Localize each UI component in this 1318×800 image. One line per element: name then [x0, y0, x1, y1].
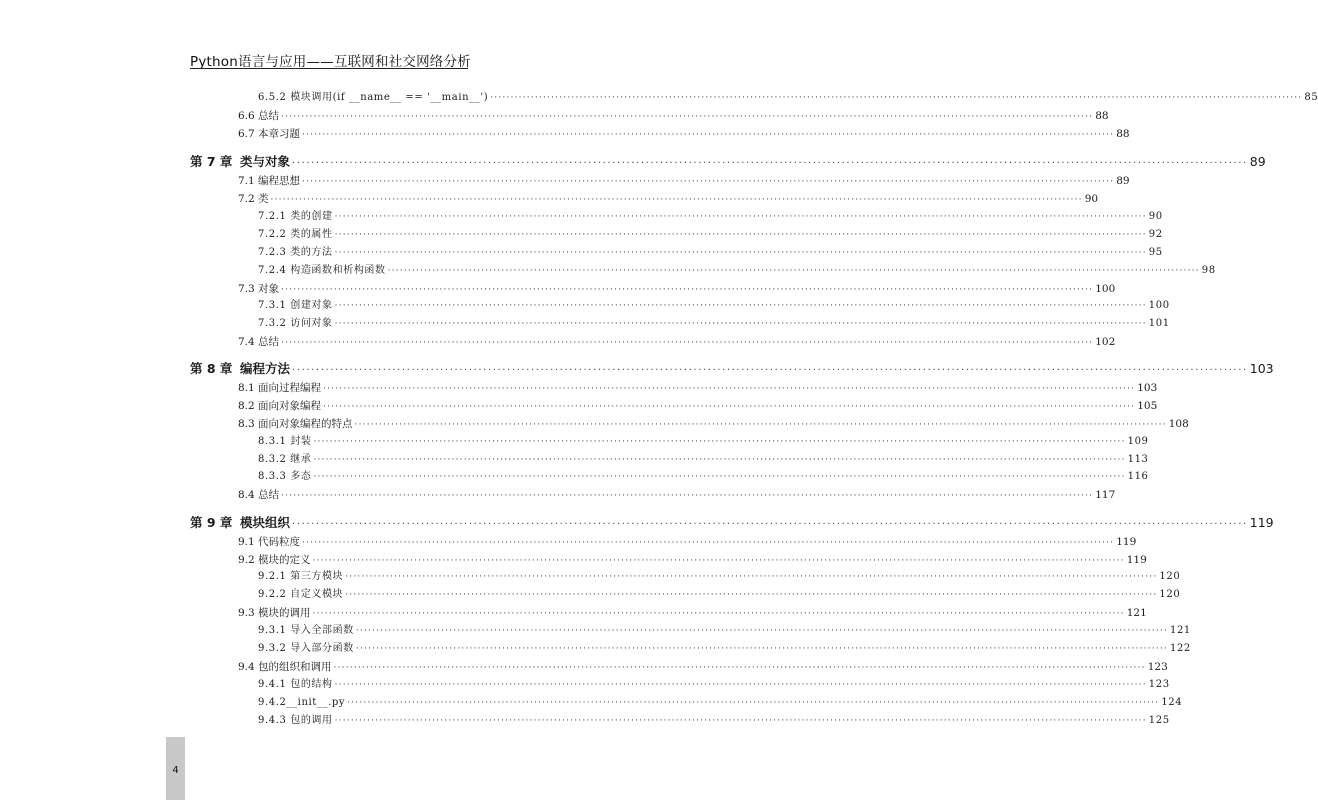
- toc-subsection-title: 9.4.2__init__.py: [258, 697, 346, 708]
- toc-dot-leader: ········································································································································································································: [313, 455, 1126, 465]
- toc-page-number: 123: [1148, 679, 1170, 690]
- toc-subsection-title: 7.2.4 构造函数和析构函数: [258, 265, 386, 276]
- running-header-title: Python语言与应用——互联网和社交网络分析: [190, 54, 471, 70]
- toc-page-number: 105: [1137, 400, 1158, 412]
- toc-dot-leader: ········································································································································································································: [281, 338, 1094, 348]
- toc-subsection-title: 9.3.1 导入全部函数: [258, 625, 354, 636]
- toc-section-title: 7.3 对象: [238, 283, 280, 295]
- toc-page-number: 89: [1116, 175, 1130, 187]
- toc-dot-leader: ········································································································································································································: [355, 644, 1168, 654]
- toc-page-number: 119: [1116, 536, 1137, 548]
- toc-subsection-title: 9.2.2 自定义模块: [258, 589, 344, 600]
- toc-dot-leader: ········································································································································································································: [302, 130, 1115, 140]
- toc-subsection-title: 7.3.2 访问对象: [258, 318, 333, 329]
- toc-dot-leader: ········································································································································································································: [312, 609, 1125, 619]
- toc-page-number: 92: [1148, 229, 1163, 240]
- toc-page-number: 125: [1148, 715, 1170, 726]
- toc-dot-leader: ········································································································································································································: [281, 491, 1094, 501]
- toc-dot-leader: ········································································································································································································: [334, 319, 1147, 329]
- toc-section-title: 7.4 总结: [238, 336, 280, 348]
- toc-page-number: 120: [1159, 571, 1181, 582]
- toc-page-number: 90: [1148, 211, 1163, 222]
- toc-page-number: 124: [1161, 697, 1183, 708]
- toc-page-number: 98: [1201, 265, 1216, 276]
- toc-subsection-row: [258, 299, 1170, 313]
- toc-subsection-row: [258, 678, 1170, 692]
- toc-section-title: 7.2 类: [238, 193, 269, 205]
- toc-subsection-title: 9.3.2 导入部分函数: [258, 643, 354, 654]
- toc-page-number: 109: [1127, 436, 1149, 447]
- toc-section-row: [238, 381, 1158, 396]
- toc-dot-leader: ········································································································································································································: [387, 266, 1200, 276]
- toc-subsection-row: [258, 228, 1163, 242]
- toc-chapter-row: [190, 361, 1274, 378]
- toc-section-row: [238, 282, 1116, 297]
- toc-dot-leader: ········································································································································································································: [334, 301, 1147, 311]
- toc-dot-leader: ········································································································································································································: [345, 590, 1158, 600]
- toc-page-number: 85: [1304, 92, 1318, 103]
- toc-section-row: [238, 553, 1147, 568]
- toc-section-row: [238, 488, 1116, 503]
- toc-page-number: 119: [1126, 554, 1147, 566]
- toc-dot-leader: ········································································································································································································: [354, 420, 1167, 430]
- toc-section-row: [238, 109, 1109, 124]
- toc-dot-leader: ········································································································································································································: [334, 680, 1147, 690]
- toc-page-number: 101: [1148, 318, 1170, 329]
- toc-dot-leader: ········································································································································································································: [323, 384, 1136, 394]
- toc-subsection-row: [258, 714, 1170, 728]
- toc-dot-leader: ········································································································································································································: [334, 230, 1147, 240]
- toc-section-row: [238, 174, 1130, 189]
- toc-page-number: 103: [1137, 382, 1158, 394]
- toc-dot-leader: ········································································································································································································: [313, 437, 1126, 447]
- toc-dot-leader: ········································································································································································································: [334, 716, 1147, 726]
- toc-section-title: 9.2 模块的定义: [238, 554, 311, 566]
- toc-subsection-row: [258, 624, 1191, 638]
- toc-section-row: [238, 335, 1116, 350]
- toc-chapter-title: 编程方法: [240, 361, 291, 376]
- toc-page-number: 103: [1249, 361, 1274, 376]
- toc-page-number: 113: [1127, 454, 1149, 465]
- toc-dot-leader: ········································································································································································································: [292, 158, 1248, 169]
- toc-dot-leader: ········································································································································································································: [323, 402, 1136, 412]
- toc-subsection-row: [258, 246, 1163, 260]
- toc-subsection-row: [258, 642, 1191, 656]
- toc-subsection-title: 9.4.3 包的调用: [258, 715, 333, 726]
- toc-chapter-row: [190, 515, 1274, 532]
- toc-dot-leader: ········································································································································································································: [302, 177, 1115, 187]
- toc-section-title: 8.4 总结: [238, 489, 280, 501]
- toc-subsection-row: [258, 317, 1170, 331]
- toc-page-number: 102: [1095, 336, 1116, 348]
- toc-subsection-row: [258, 91, 1318, 105]
- toc-subsection-row: [258, 210, 1163, 224]
- toc-dot-leader: ········································································································································································································: [302, 538, 1115, 548]
- toc-dot-leader: ········································································································································································································: [313, 472, 1126, 482]
- toc-chapter-heading: [190, 362, 290, 376]
- toc-subsection-title: 9.2.1 第三方模块: [258, 571, 344, 582]
- toc-section-row: [238, 535, 1137, 550]
- toc-section-title: 8.1 面向过程编程: [238, 382, 322, 394]
- toc-subsection-row: [258, 470, 1149, 484]
- toc-section-title: 6.6 总结: [238, 110, 280, 122]
- toc-page-number: 117: [1095, 489, 1116, 501]
- toc-dot-leader: ········································································································································································································: [292, 519, 1248, 530]
- toc-page-number: 90: [1084, 193, 1099, 205]
- toc-subsection-row: [258, 570, 1181, 584]
- page-number: 4: [172, 765, 179, 776]
- toc-dot-leader: ········································································································································································································: [333, 663, 1146, 673]
- toc-page-number: 119: [1249, 515, 1274, 530]
- toc-page-number: 121: [1126, 607, 1147, 619]
- toc-dot-leader: ········································································································································································································: [281, 285, 1094, 295]
- toc-dot-leader: ········································································································································································································: [281, 112, 1094, 122]
- toc-section-title: 9.3 模块的调用: [238, 607, 311, 619]
- toc-subsection-title: 6.5.2 模块调用(if __name__ == '__main__'): [258, 92, 489, 103]
- toc-page-number: 108: [1168, 418, 1189, 430]
- toc-dot-leader: ········································································································································································································: [490, 93, 1303, 103]
- toc-section-row: [238, 417, 1189, 432]
- toc-page-number: 121: [1170, 625, 1191, 636]
- toc-section-title: 6.7 本章习题: [238, 128, 301, 140]
- toc-page-number: 88: [1116, 128, 1130, 140]
- toc-subsection-title: 8.3.2 继承: [258, 454, 312, 465]
- toc-subsection-row: [258, 435, 1149, 449]
- toc-section-row: [238, 192, 1099, 207]
- toc-subsection-title: 7.2.3 类的方法: [258, 247, 333, 258]
- toc-subsection-row: [258, 453, 1149, 467]
- toc-subsection-title: 7.3.1 创建对象: [258, 300, 333, 311]
- toc-page-number: 89: [1249, 154, 1266, 169]
- toc-chapter-heading: [190, 155, 290, 169]
- toc-subsection-title: 8.3.3 多态: [258, 471, 312, 482]
- toc-chapter-number: 第 9 章: [190, 515, 233, 530]
- toc-page-number: 116: [1127, 471, 1149, 482]
- toc-section-row: [238, 606, 1147, 621]
- toc-section-row: [238, 127, 1130, 142]
- toc-chapter-number: 第 8 章: [190, 361, 233, 376]
- toc-page-number: 95: [1148, 247, 1163, 258]
- toc-dot-leader: ········································································································································································································: [270, 195, 1083, 205]
- toc-chapter-title: 类与对象: [240, 154, 291, 169]
- toc-section-title: 8.3 面向对象编程的特点: [238, 418, 353, 430]
- toc-chapter-heading: [190, 516, 290, 530]
- toc-chapter-title: 模块组织: [240, 515, 291, 530]
- toc-chapter-number: 第 7 章: [190, 154, 233, 169]
- toc-dot-leader: ········································································································································································································: [334, 248, 1147, 258]
- toc-section-row: [238, 399, 1158, 414]
- toc-subsection-title: 7.2.1 类的创建: [258, 211, 333, 222]
- toc-dot-leader: ········································································································································································································: [312, 556, 1125, 566]
- toc-section-title: 9.1 代码粒度: [238, 536, 301, 548]
- toc-subsection-row: [258, 588, 1181, 602]
- toc-page-number: 123: [1147, 661, 1168, 673]
- toc-dot-leader: ········································································································································································································: [345, 572, 1158, 582]
- toc-section-title: 9.4 包的组织和调用: [238, 661, 332, 673]
- toc-section-title: 7.1 编程思想: [238, 175, 301, 187]
- toc-page-number: 100: [1095, 283, 1116, 295]
- toc-subsection-title: 7.2.2 类的属性: [258, 229, 333, 240]
- toc-chapter-row: [190, 154, 1266, 171]
- toc-subsection-title: 9.4.1 包的结构: [258, 679, 333, 690]
- toc-page-number: 88: [1095, 110, 1109, 122]
- toc-dot-leader: ········································································································································································································: [292, 365, 1248, 376]
- toc-section-row: [238, 660, 1168, 675]
- toc-section-title: 8.2 面向对象编程: [238, 400, 322, 412]
- toc-dot-leader: ········································································································································································································: [355, 626, 1168, 636]
- toc-page-number: 120: [1159, 589, 1181, 600]
- toc-subsection-row: [258, 264, 1216, 278]
- toc-dot-leader: ········································································································································································································: [347, 698, 1160, 708]
- toc-page-number: 122: [1170, 643, 1191, 654]
- toc-dot-leader: ········································································································································································································: [334, 212, 1147, 222]
- toc-subsection-row: [258, 696, 1183, 710]
- toc-subsection-title: 8.3.1 封装: [258, 436, 312, 447]
- toc-page-number: 100: [1148, 300, 1170, 311]
